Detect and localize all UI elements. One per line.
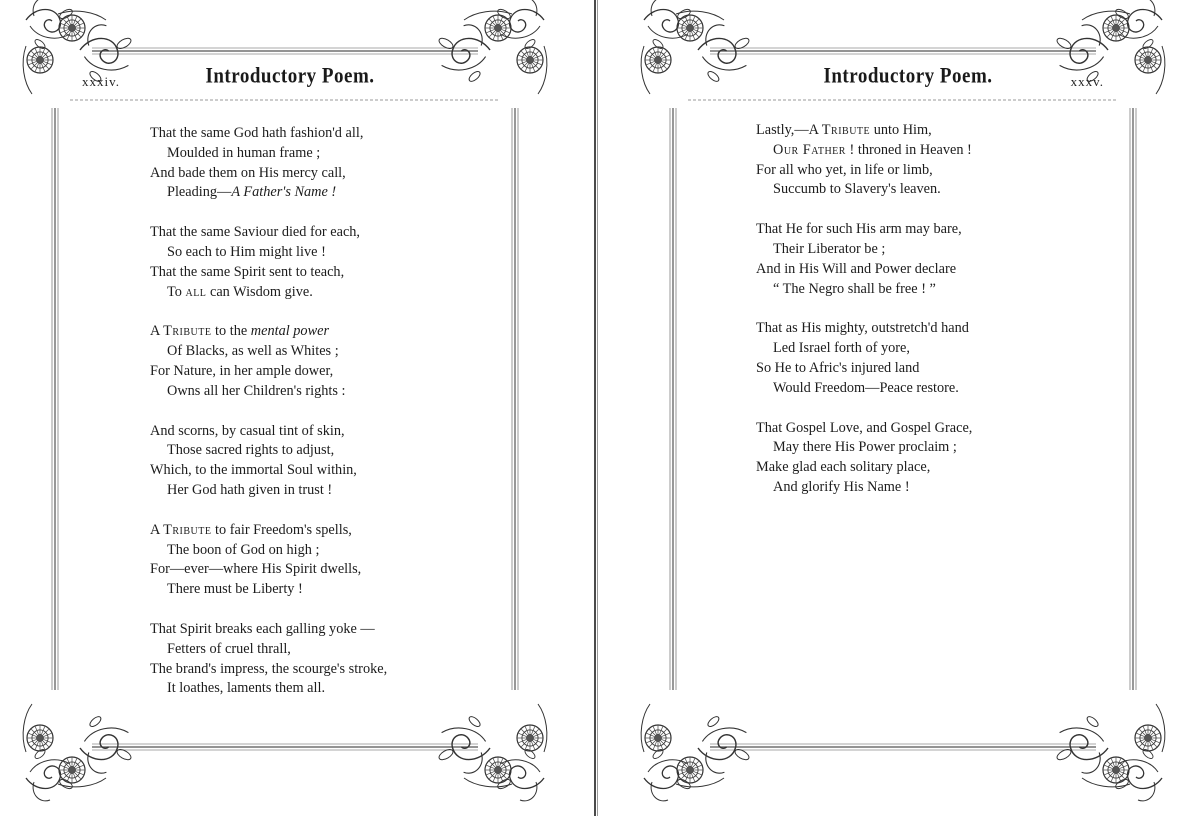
rosette-ornament	[1135, 725, 1161, 751]
verse-text: Their Liberator be ;	[773, 240, 886, 257]
stanza	[150, 422, 470, 501]
scroll-flourish	[644, 748, 692, 801]
verse-text: Succumb to Slavery's leaven.	[773, 181, 941, 198]
verse-text: That as His mighty, outstretch'd hand	[756, 320, 969, 337]
verse-text: Lastly,—A	[756, 122, 822, 138]
verse-text: “ The Negro shall be free ! ”	[773, 280, 936, 297]
scroll-flourish	[496, 748, 544, 801]
rosette-ornament	[1135, 47, 1161, 73]
corner-ornament	[23, 704, 132, 801]
verse-line	[150, 560, 470, 580]
page-header	[688, 66, 1128, 94]
verse-text: Would Freedom—Peace restore.	[773, 379, 959, 396]
book-gutter	[594, 0, 596, 816]
verse-line	[756, 458, 1076, 478]
verse-text: unto Him,	[870, 122, 932, 138]
verse-text: Fetters of cruel thrall,	[167, 640, 291, 657]
small-caps-text: all	[185, 283, 207, 300]
verse-text: It loathes, laments them all.	[167, 680, 326, 697]
verse-text: to the	[211, 323, 251, 340]
verse-line	[150, 660, 470, 680]
verse-line	[150, 620, 470, 640]
verse-line	[150, 441, 470, 461]
scroll-flourish	[1114, 748, 1162, 801]
rosette-ornament	[27, 47, 53, 73]
running-head: Introductory Poem.	[205, 64, 375, 89]
right-page	[628, 0, 1188, 816]
verse-line	[756, 339, 1076, 359]
corner-ornament	[641, 704, 750, 801]
verse-line	[150, 223, 470, 243]
rosette-ornament	[27, 725, 53, 751]
verse-text: And in His Will and Power declare	[756, 260, 957, 277]
verse-text: So each to Him might live !	[167, 243, 326, 260]
rosette-ornament	[517, 47, 543, 73]
verse-line	[756, 419, 1076, 439]
verse-text: A	[150, 521, 164, 538]
verse-line	[756, 161, 1076, 181]
stanza	[150, 124, 470, 203]
verse-text: Of Blacks, as well as Whites ;	[167, 343, 339, 360]
verse-line	[756, 319, 1076, 339]
verse-line	[150, 362, 470, 382]
verse-text: That the same Saviour died for each,	[150, 224, 361, 241]
verse-text: That Gospel Love, and Gospel Grace,	[756, 419, 973, 436]
scroll-flourish	[26, 0, 74, 50]
stanza	[150, 223, 470, 302]
verse-text: The boon of God on high ;	[167, 541, 320, 558]
verse-line	[150, 183, 470, 203]
verse-text: For Nature, in her ample dower,	[150, 362, 334, 379]
stanza	[150, 620, 470, 699]
page-number: xxxiv.	[82, 74, 121, 89]
verse-line	[756, 280, 1076, 300]
poem-text	[150, 124, 470, 719]
verse-line	[150, 322, 470, 342]
verse-line	[150, 640, 470, 660]
page-number: xxxv.	[1070, 74, 1104, 89]
verse-text: ! throned in Heaven !	[845, 141, 972, 158]
verse-line	[756, 379, 1076, 399]
scroll-flourish	[496, 0, 544, 50]
verse-text: That the same God hath fashion'd all,	[150, 125, 364, 141]
verse-line	[756, 240, 1076, 260]
verse-text: For—ever—where His Spirit dwells,	[150, 561, 362, 578]
verse-text: Which, to the immortal Soul within,	[150, 462, 357, 479]
verse-line	[150, 124, 470, 144]
small-caps-text: Tribute	[163, 323, 212, 340]
verse-text: To	[167, 283, 186, 300]
verse-line	[756, 141, 1076, 161]
verse-text: A	[150, 323, 164, 340]
verse-line	[756, 478, 1076, 498]
verse-text: That He for such His arm may bare,	[756, 221, 962, 238]
verse-text: Pleading—	[167, 184, 232, 201]
verse-line	[150, 422, 470, 442]
verse-line	[756, 220, 1076, 240]
verse-text: And scorns, by casual tint of skin,	[150, 422, 345, 439]
verse-line	[150, 382, 470, 402]
verse-text: The brand's impress, the scourge's stroke,	[150, 660, 388, 677]
verse-line	[756, 438, 1076, 458]
verse-text: For all who yet, in life or limb,	[756, 161, 933, 178]
scroll-flourish	[644, 0, 692, 50]
corner-ornament	[1055, 704, 1164, 801]
verse-line	[150, 679, 470, 699]
stanza	[150, 322, 470, 401]
verse-text: That Spirit breaks each galling yoke —	[150, 620, 375, 637]
verse-line	[756, 121, 1076, 141]
verse-line	[150, 342, 470, 362]
verse-text: Moulded in human frame ;	[167, 144, 321, 161]
verse-line	[150, 283, 470, 303]
left-page	[10, 0, 570, 816]
stanza	[756, 220, 1076, 299]
small-caps-text: Our Father	[773, 141, 846, 158]
italic-text: A Father's Name !	[231, 184, 337, 201]
verse-text: Led Israel forth of yore,	[773, 340, 910, 357]
verse-text: to fair Freedom's spells,	[211, 521, 352, 538]
verse-line	[150, 580, 470, 600]
gutter-shadow	[597, 0, 598, 816]
verse-text: can Wisdom give.	[206, 283, 313, 300]
verse-text: May there His Power proclaim ;	[773, 439, 957, 456]
verse-text: There must be Liberty !	[167, 581, 303, 598]
verse-text: Her God hath given in trust !	[167, 481, 333, 498]
verse-text: Make glad each solitary place,	[756, 459, 931, 476]
stanza	[756, 419, 1076, 498]
stanza	[150, 521, 470, 600]
italic-text: mental power	[250, 323, 330, 340]
verse-line	[150, 164, 470, 184]
verse-line	[150, 461, 470, 481]
verse-line	[150, 144, 470, 164]
stanza	[756, 319, 1076, 398]
verse-line	[150, 243, 470, 263]
verse-line	[756, 359, 1076, 379]
small-caps-text: Tribute	[163, 521, 212, 538]
verse-line	[150, 541, 470, 561]
verse-text: So He to Afric's injured land	[756, 359, 920, 376]
rosette-ornament	[645, 725, 671, 751]
verse-text: Owns all her Children's rights :	[167, 382, 346, 399]
running-head: Introductory Poem.	[823, 64, 993, 89]
verse-line	[756, 180, 1076, 200]
verse-text: That the same Spirit sent to teach,	[150, 263, 345, 280]
poem-text	[756, 121, 1076, 518]
scroll-flourish	[26, 748, 74, 801]
verse-text: Those sacred rights to adjust,	[167, 442, 335, 459]
scroll-flourish	[1114, 0, 1162, 50]
verse-line	[756, 260, 1076, 280]
verse-text: And glorify His Name !	[773, 478, 910, 495]
verse-line	[150, 263, 470, 283]
verse-text: And bade them on His mercy call,	[150, 164, 346, 181]
rosette-ornament	[645, 47, 671, 73]
verse-line	[150, 521, 470, 541]
page-header	[70, 66, 510, 94]
stanza	[756, 121, 1076, 200]
verse-line	[150, 481, 470, 501]
rosette-ornament	[517, 725, 543, 751]
small-caps-text: Tribute	[821, 122, 871, 138]
